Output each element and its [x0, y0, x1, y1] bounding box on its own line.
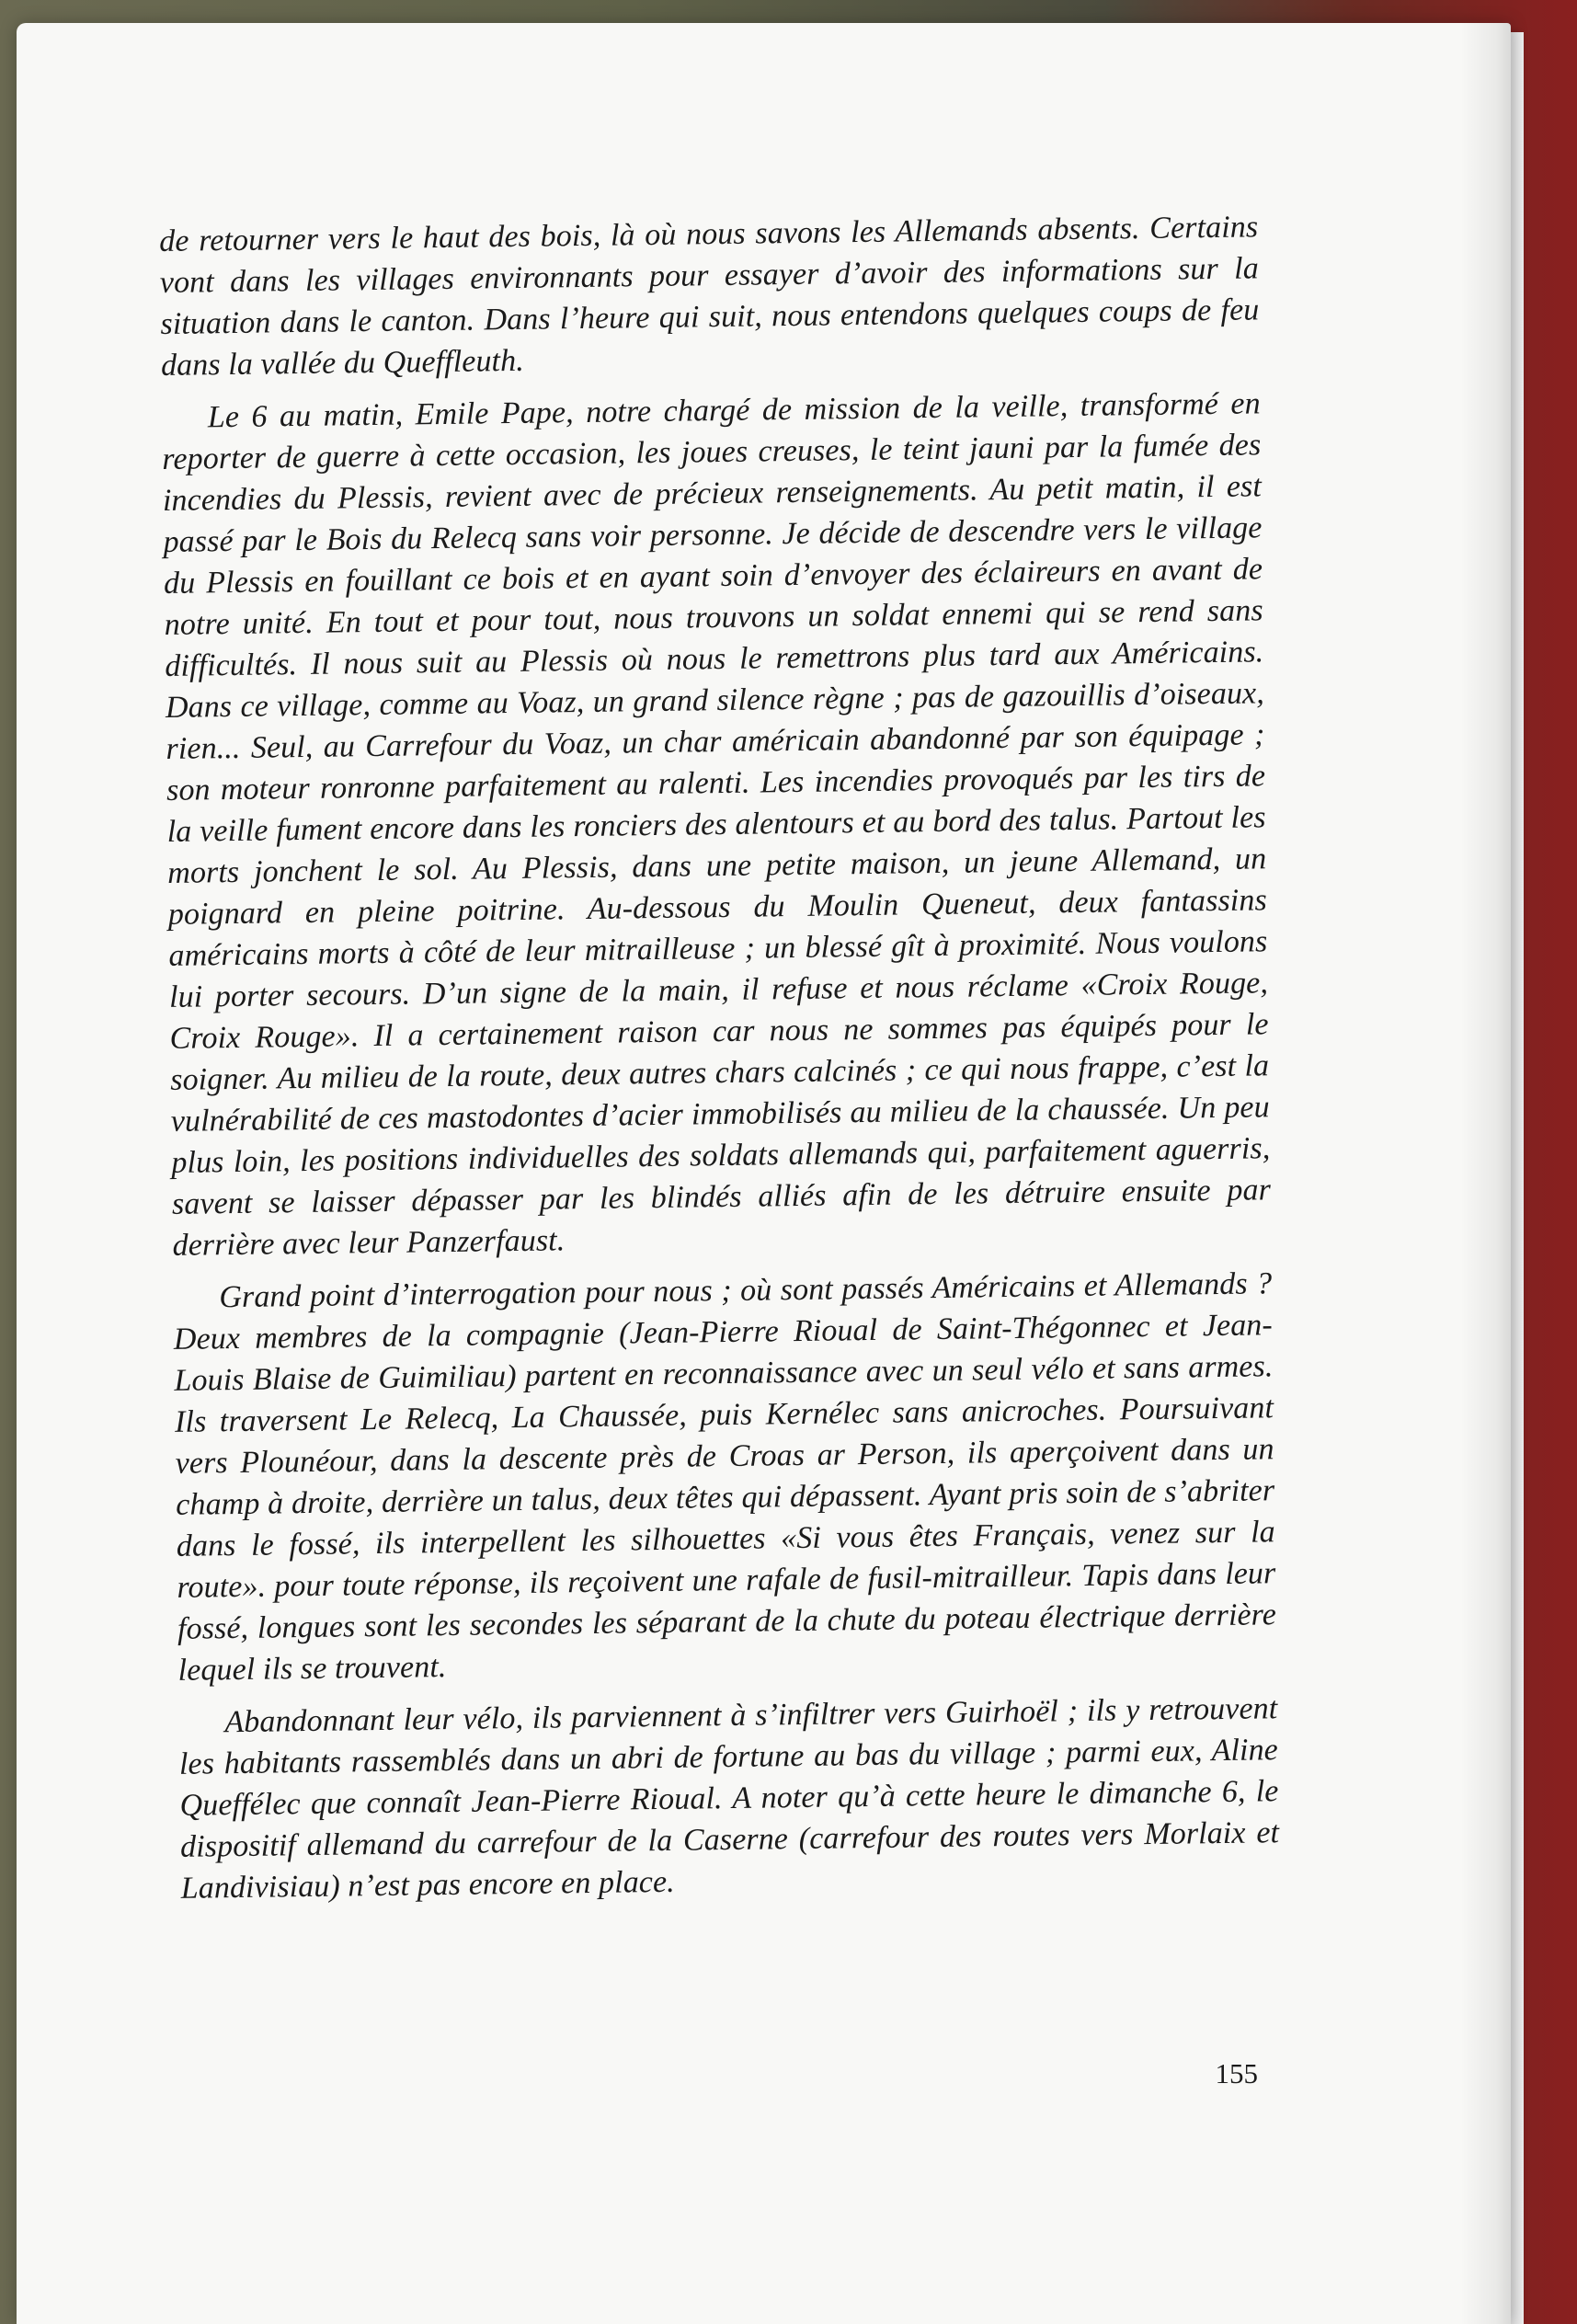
body-text: [159, 206, 1280, 1919]
paragraph-1: de retourner vers le haut des bois, là où nous savons les Allemands absents. Certains vont dans les villages environnants pour essayer d’avoir des informations sur la situation dans le canton. Dans l’heure qui suit, nous entendons quelques coups de feu dans la vallée du Queffleuth.: [159, 210, 1260, 383]
page-number: 155: [1215, 2057, 1258, 2089]
paragraph-4: Abandonnant leur vélo, ils parviennent à s’infiltrer vers Guirhoël ; ils y retrouvent les habitants rassemblés dans un abri de fortune au bas du village ; parmi eux, Aline Queffélec que connaît Jean-Pierre Rioual. A noter qu’à cette heure le dimanche 6, le dispositif allemand du carrefour de la Caserne (carrefour des routes vers Morlaix et Landivisiau) n’est pas encore en place.: [178, 1691, 1280, 1906]
paragraph-2: Le 6 au matin, Emile Pape, notre chargé de mission de la veille, transformé en reporter de guerre à cette occasion, les joues creuses, le teint jauni par la fumée des incendies du Plessis, revient avec de précieux renseignements. Au petit matin, il est passé par le Bois du Relecq sans voir personne. Je décide de descendre vers le village du Plessis en fouillant ce bois et en ayant soin d’envoyer des éclaireurs en avant de notre unité. En tout et pour tout, nous trouvons un soldat ennemi qui se rend sans difficultés. Il nous suit au Plessis où nous le remettrons plus tard aux Américains. Dans ce village, comme au Voaz, un grand silence règne ; pas de gazouillis d’oiseaux, rien... Seul, au Carrefour du Voaz, un char américain abandonné par son équipage ; son moteur ronronne parfaitement au ralenti. Les incendies provoqués par les tirs de la veille fument encore dans les ronciers des alentours et au bord des talus. Partout les morts jonchent le sol. Au Plessis, dans une petite maison, un jeune Allemand, un poignard en pleine poitrine. Au-dessous du Moulin Queneut, deux fantassins américains morts à côté de leur mitrailleuse ; un blessé gît à proximité. Nous voulons lui porter secours. D’un signe de la main, il refuse et nous réclame «Croix Rouge, Croix Rouge». Il a certainement raison car nous ne sommes pas équipés pour le soigner. Au milieu de la route, deux autres chars calcinés ; ce qui nous frappe, c’est la vulnérabilité de ces mastodontes d’acier immobilisés au milieu de la chaussée. Un peu plus loin, les positions individuelles des soldats allemands qui, parfaitement aguerris, savent se laisser dépasser par les blindés alliés afin de les détruire ensuite par derrière avec leur Panzerfaust.: [162, 386, 1272, 1263]
paragraph-3: Grand point d’interrogation pour nous ; où sont passés Américains et Allemands ? Deux membres de la compagnie (Jean-Pierre Rioual de Saint-Thégonnec et Jean-Louis Blaise de Guimiliau) partent en reconnaissance avec un seul vélo et sans armes. Ils traversent Le Relecq, La Chaussée, puis Kernélec sans anicroches. Poursuivant vers Plounéour, dans la descente près de Croas ar Person, ils aperçoivent dans un champ à droite, derrière un talus, deux têtes qui dépassent. Ayant pris soin de s’abriter dans le fossé, ils interpellent les silhouettes «Si vous êtes Français, venez sur la route». pour toute réponse, ils reçoivent une rafale de fusil-mitrailleur. Tapis dans leur fossé, longues sont les secondes les séparant de la chute du poteau électrique derrière lequel ils se trouvent.: [173, 1266, 1277, 1688]
book-page: [17, 23, 1511, 2324]
